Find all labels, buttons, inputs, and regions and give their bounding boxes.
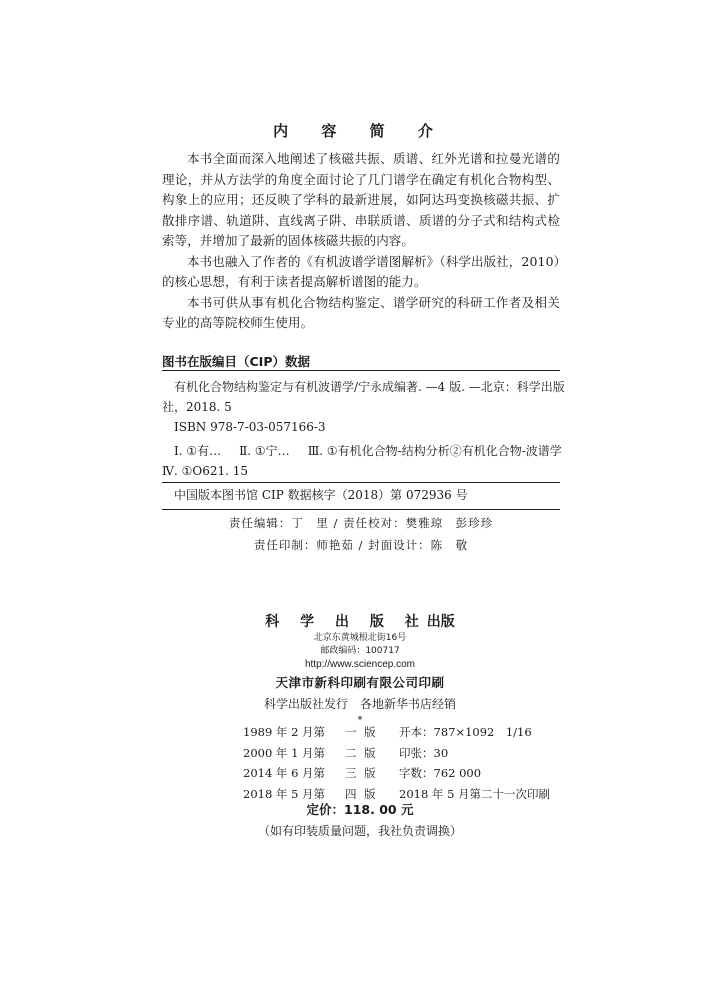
quality-note: （如有印装质量问题，我社负责调换） — [257, 824, 462, 838]
edition-spec: 字数：762 000 — [399, 766, 482, 780]
divider — [162, 509, 560, 510]
edition-row — [243, 763, 563, 784]
edition-date: 2014 年 6 月第 — [243, 766, 326, 780]
edition-version: 四 版 — [345, 786, 378, 801]
edition-spec: 开本：787×1092 1/16 — [399, 725, 532, 739]
edition-spec: 2018 年 5 月第二十一次印刷 — [399, 786, 551, 801]
cip-classification — [162, 441, 560, 461]
divider — [162, 482, 560, 483]
edition-spec: 印张：30 — [399, 745, 449, 760]
printer — [160, 672, 560, 694]
distribution — [160, 694, 560, 714]
editor-line: 责任编辑：丁 里 / 责任校对：樊雅琼 彭珍珍 — [228, 516, 494, 530]
publisher-postcode: 邮政编码：100717 — [320, 646, 400, 656]
edition-version: 一 版 — [345, 725, 378, 739]
cip-class-3: Ⅲ. ①有机化合物-结构分析②有机化合物-波谱学 — [307, 444, 562, 458]
cip-record — [162, 377, 565, 481]
printer-name: 天津市新科印刷有限公司 — [275, 675, 419, 690]
cip-class-2: Ⅱ. ①宁… — [239, 444, 290, 458]
publisher-url: http://www.sciencep.com — [304, 659, 416, 670]
edition-date: 2000 年 1 月第 — [243, 745, 326, 760]
intro-title: 内 容 简 介 — [273, 122, 447, 140]
publisher-brand: 科 学 出 版 社 — [265, 614, 427, 630]
publisher-address: 北京东黄城根北街16号 — [313, 633, 407, 643]
retailer: 各地新华书店经销 — [360, 697, 457, 711]
cip-title-line-cont: 社，2018. 5 — [162, 400, 232, 414]
edition-date: 2018 年 5 月第 — [243, 786, 326, 801]
edition-version: 三 版 — [345, 766, 378, 780]
editors-block — [162, 512, 560, 556]
edition-row — [243, 743, 563, 764]
edition-date: 1989 年 2 月第 — [243, 725, 326, 739]
editor-line: 责任印制：师艳茹 / 封面设计：陈 敬 — [253, 538, 469, 552]
intro-paragraph: 本书全面而深入地阐述了核磁共振、质谱、红外光谱和拉曼光谱的理论，并从方法学的角度全面讨论了几门谱学在确定有机化合物构型、构象上的应用；还反映了学科的最新进展，如阿达玛变换核磁共振、扩散排序谱、轨道阱、直线离子阱、串联质谱、质谱的分子式和结构式检索等，并增加了最新的固体核磁共振的内容。 — [162, 151, 560, 248]
cip-title-line: 有机化合物结构鉴定与有机波谱学/宁永成编著. —4 版. —北京：科学出版 — [174, 380, 565, 394]
intro-paragraph: 本书可供从事有机化合物结构鉴定、谱学研究的科研工作者及相关专业的高等院校师生使用。 — [162, 294, 560, 330]
edition-version: 二 版 — [345, 745, 378, 760]
publisher-block — [160, 612, 560, 728]
cip-heading: 图书在版编目（CIP）数据 — [162, 354, 310, 369]
edition-row — [243, 722, 563, 743]
separator-star: * — [357, 715, 363, 726]
edition-table — [243, 722, 563, 804]
intro-section — [162, 149, 560, 334]
publisher-suffix: 出版 — [426, 614, 455, 630]
publisher-name — [160, 612, 560, 632]
cip-isbn: ISBN 978-7-03-057166-3 — [174, 420, 326, 434]
price: 定价：118. 00 元 — [306, 802, 414, 817]
intro-paragraph: 本书也融入了作者的《有机波谱学谱图解析》（科学出版社，2010）的核心思想，有利于读者提高解析谱图的能力。 — [162, 253, 560, 289]
printer-suffix: 印刷 — [418, 675, 445, 690]
cip-number: 中国版本图书馆 CIP 数据核字（2018）第 072936 号 — [174, 488, 468, 502]
cip-class-4: Ⅳ. ①O621. 15 — [162, 464, 249, 478]
divider — [162, 370, 560, 371]
cip-class-1: Ⅰ. ①有… — [174, 444, 222, 458]
distributor: 科学出版社发行 — [263, 697, 348, 711]
